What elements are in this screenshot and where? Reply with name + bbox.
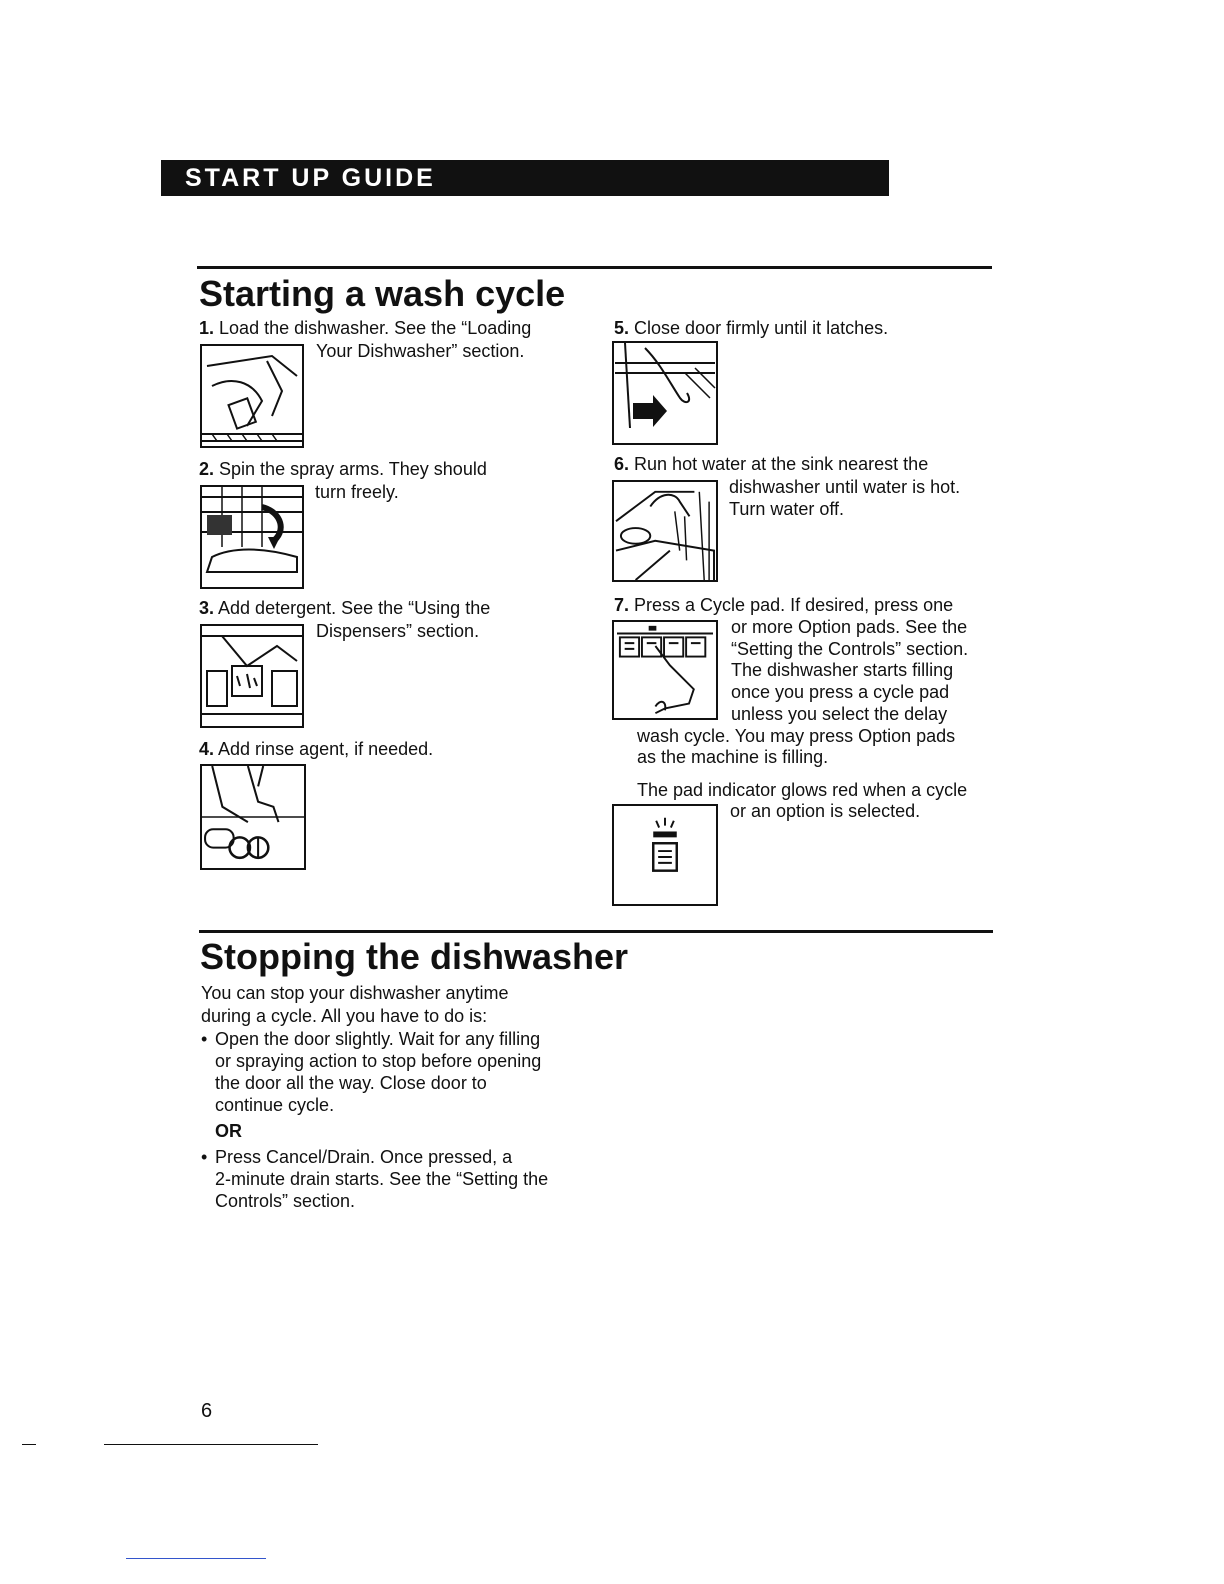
control-pad-illustration [612,620,718,720]
step-7-tail-2: as the machine is filling. [637,747,829,767]
intro-line-1: You can stop your dishwasher anytime [201,983,509,1003]
step-3 [199,597,579,619]
spray-arm-illustration [200,485,304,589]
bullet-line: Open the door slightly. Wait for any filling [215,1029,541,1049]
detergent-illustration [200,624,304,728]
step-text: Close door firmly until it latches. [634,318,889,338]
step-text: Add detergent. See the “Using the [218,598,491,618]
step-5 [614,317,994,339]
step-1 [199,317,579,339]
intro-line-2: during a cycle. All you have to do is: [201,1006,488,1026]
section-banner: START UP GUIDE [161,160,889,196]
footer-rule-short [22,1444,36,1445]
step-7-continuation-2: “Setting the Controls” section. [731,639,969,659]
step-7-continuation-4: once you press a cycle pad [731,682,950,702]
bullet-line: continue cycle. [215,1095,335,1115]
close-door-illustration [612,341,718,445]
step-7 [614,594,994,616]
step-7-tail-1: wash cycle. You may press Option pads [637,726,956,746]
step-4 [199,738,579,760]
or-label: OR [215,1121,242,1141]
step-2 [199,458,579,480]
footer-link-rule [126,1558,266,1559]
hot-water-illustration [612,480,718,582]
step-number: 6. [614,454,630,474]
bullet-line: the door all the way. Close door to [215,1073,487,1093]
loading-dishwasher-illustration [200,344,304,448]
step-text: Spin the spray arms. They should [219,459,487,479]
section-title-stopping: Stopping the dishwasher [200,936,629,977]
indicator-note-line-2: or an option is selected. [730,801,921,821]
step-7-continuation-5: unless you select the delay [731,704,948,724]
step-text: Add rinse agent, if needed. [218,739,434,759]
step-text: Press a Cycle pad. If desired, press one [634,595,954,615]
step-number: 5. [614,318,630,338]
step-7-continuation-1: or more Option pads. See the [731,617,968,637]
step-6 [614,453,994,475]
indicator-note-line-1: The pad indicator glows red when a cycle [637,780,968,800]
step-number: 3. [199,598,215,618]
section-rule-stopping [199,930,993,933]
bullet-dot: • [201,1147,208,1167]
bullet-cancel-drain [201,1146,581,1212]
step-number: 2. [199,459,215,479]
indicator-light-illustration [612,804,718,906]
step-1-continuation: Your Dishwasher” section. [316,341,525,361]
rinse-agent-illustration [200,764,306,870]
step-7-continuation-3: The dishwasher starts filling [731,660,954,680]
step-text: Load the dishwasher. See the “Loading [219,318,532,338]
bullet-dot: • [201,1029,208,1049]
step-6-continuation-1: dishwasher until water is hot. [729,477,961,497]
page-number: 6 [201,1400,213,1422]
step-2-continuation: turn freely. [315,482,399,502]
section-rule-top [197,266,992,269]
bullet-line: Press Cancel/Drain. Once pressed, a [215,1147,513,1167]
bullet-line: 2-minute drain starts. See the “Setting the [215,1169,549,1189]
step-6-continuation-2: Turn water off. [729,499,845,519]
bullet-open-door [201,1028,581,1116]
section-title-starting: Starting a wash cycle [199,273,566,314]
step-number: 1. [199,318,215,338]
bullet-line: or spraying action to stop before opening [215,1051,542,1071]
bullet-line: Controls” section. [215,1191,356,1211]
step-text: Run hot water at the sink nearest the [634,454,929,474]
step-3-continuation: Dispensers” section. [316,621,480,641]
step-number: 4. [199,739,215,759]
step-number: 7. [614,595,630,615]
footer-rule [104,1444,318,1445]
